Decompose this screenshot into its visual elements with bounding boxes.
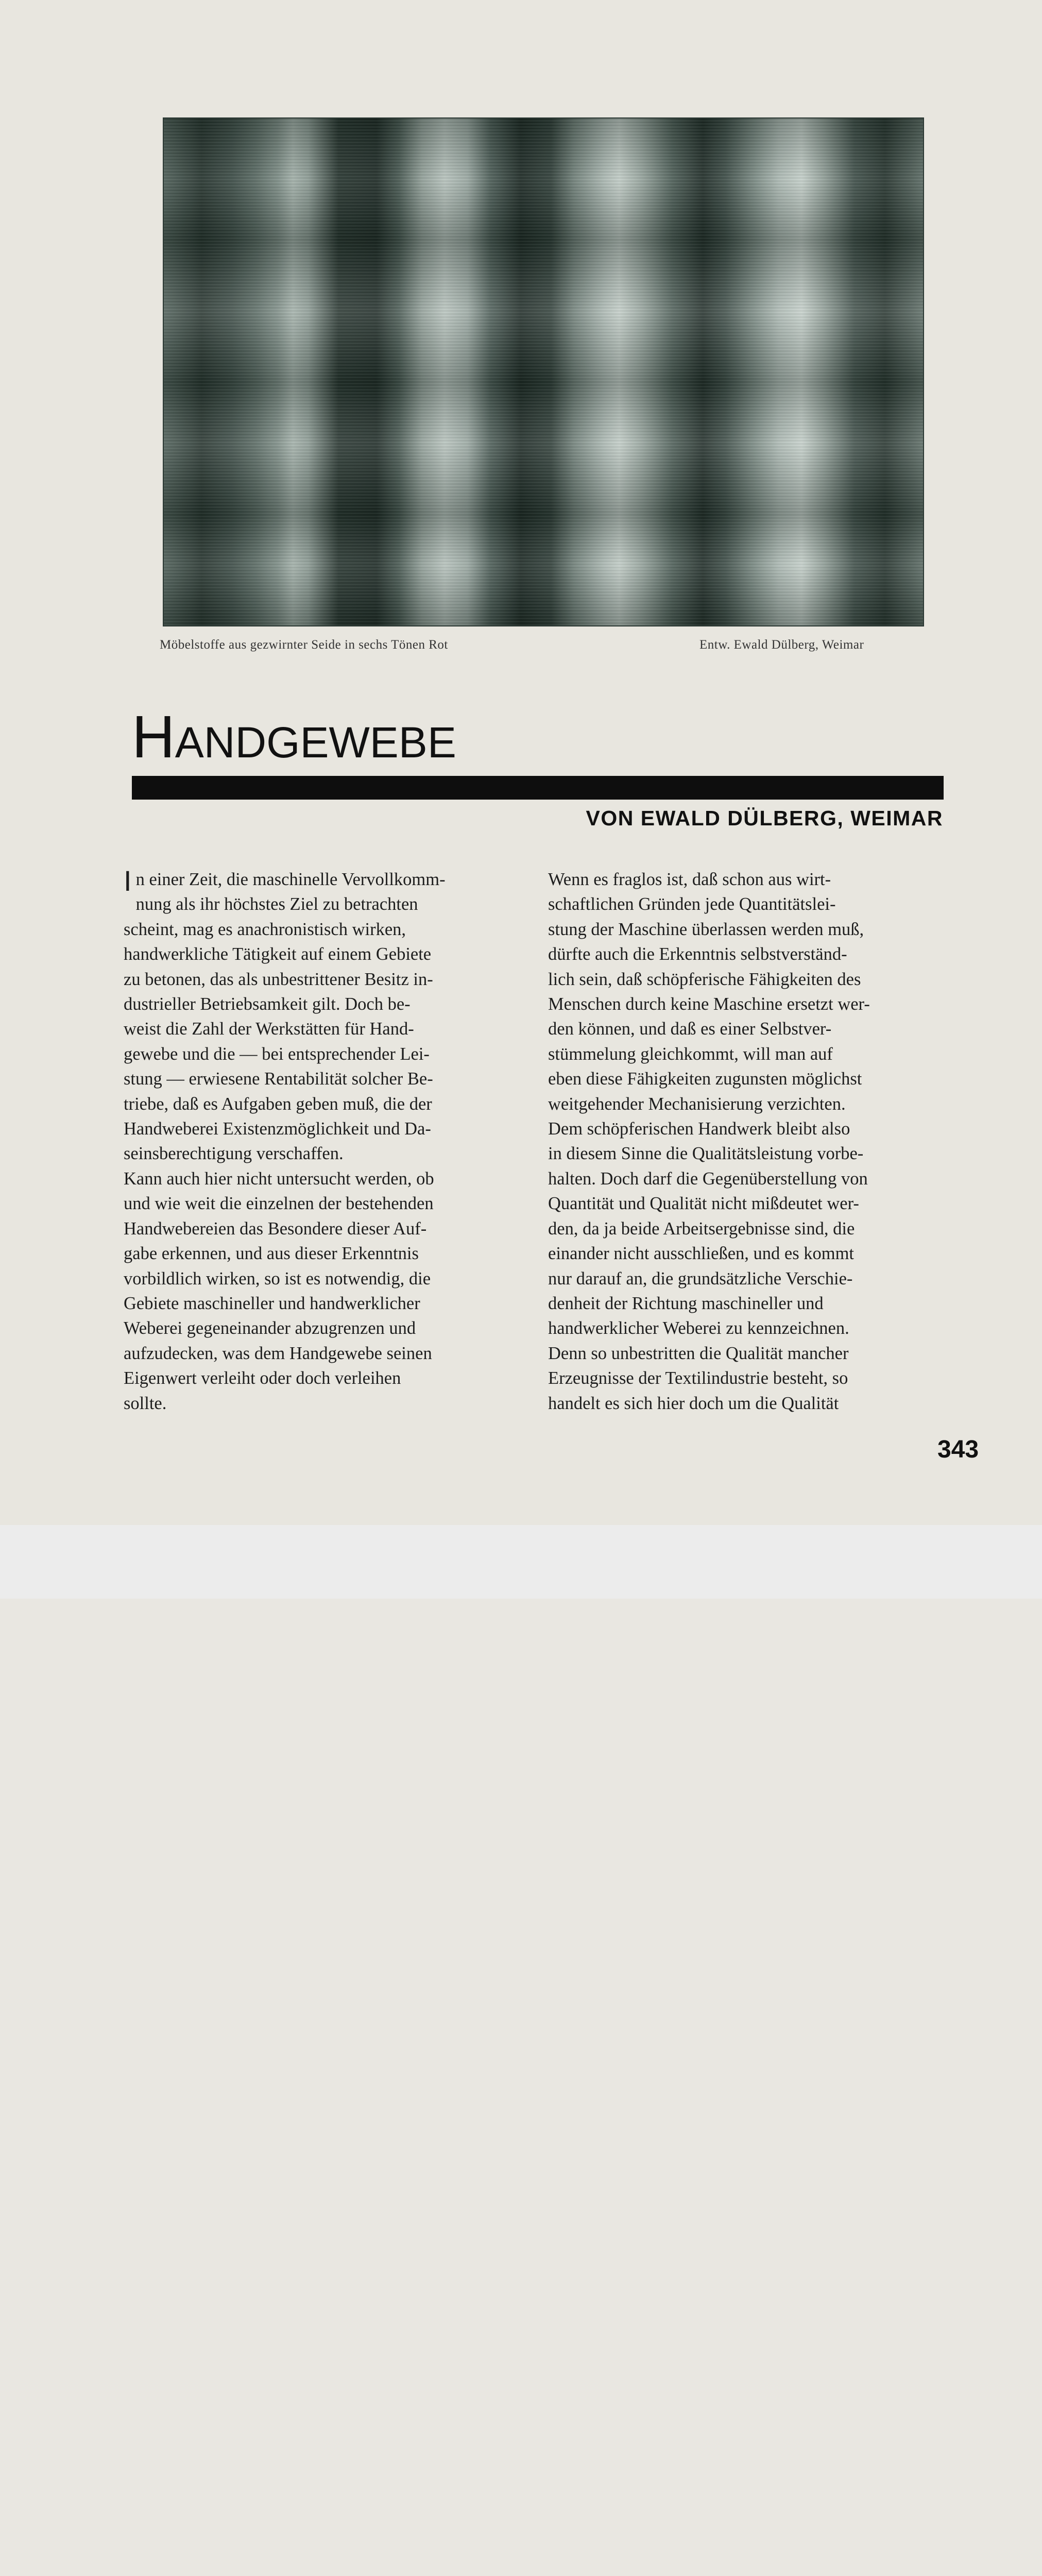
text-line: den können, und daß es einer Selbstver- [548,1019,832,1039]
text-line: stung der Maschine überlassen werden muß, [548,919,864,939]
text-line: gewebe und die — bei entsprechender Lei- [124,1044,430,1064]
drop-cap: I [124,865,132,897]
text-line: scheint, mag es anachronistisch wirken, [124,919,406,939]
byline: VON EWALD DÜLBERG, WEIMAR [586,806,943,830]
figure-caption: Möbelstoffe aus gezwirnter Seide in sechs Tönen Rot [160,638,448,652]
text-line: nung als ihr höchstes Ziel zu betrachten [135,894,418,914]
text-line: Quantität und Qualität nicht mißdeutet wer- [548,1194,859,1214]
text-line: sollte. [124,1393,167,1413]
text-line: und wie weit die einzelnen der bestehenden [124,1194,434,1214]
title-initial: H [132,703,175,770]
text-line: zu betonen, das als unbestrittener Besitz in- [124,969,433,989]
text-line: schaftlichen Gründen jede Quantitätslei- [548,894,836,914]
article-title [132,703,456,770]
text-line: aufzudecken, was dem Handgewebe seinen [124,1343,432,1363]
text-line: Gebiete maschineller und handwerklicher [124,1293,420,1313]
left-column [124,867,523,1416]
text-line: in diesem Sinne die Qualitätsleistung vorbe- [548,1144,864,1164]
text-line: halten. Doch darf die Gegenüberstellung von [548,1168,868,1189]
text-line: Weberei gegeneinander abzugrenzen und [124,1318,416,1338]
text-line: handwerklicher Weberei zu kennzeichnen. [548,1318,849,1338]
page-number: 343 [937,1436,979,1463]
text-line: weist die Zahl der Werkstätten für Hand- [124,1019,414,1039]
text-line: eben diese Fähigkeiten zugunsten möglichst [548,1069,862,1089]
text-line: weitgehender Mechanisierung verzichten. [548,1094,846,1114]
text-line: Denn so unbestritten die Qualität mancher [548,1343,849,1363]
text-line: Erzeugnisse der Textilindustrie besteht, so [548,1368,848,1388]
text-line: vorbildlich wirken, so ist es notwendig, die [124,1268,431,1289]
text-line: stung — erwiesene Rentabilität solcher Be- [124,1069,433,1089]
text-line: denheit der Richtung maschineller und [548,1293,824,1313]
text-line: stümmelung gleichkommt, will man auf [548,1044,833,1064]
text-line: dürfte auch die Erkenntnis selbstverständ- [548,944,847,964]
text-line: n einer Zeit, die maschinelle Vervollkomm- [135,870,446,889]
fabric-photo [163,117,924,626]
text-line: Dem schöpferischen Handwerk bleibt also [548,1119,850,1139]
text-line: nur darauf an, die grundsätzliche Verschie- [548,1268,853,1289]
text-line: Handweberei Existenzmöglichkeit und Da- [124,1119,431,1139]
text-line: gabe erkennen, und aus dieser Erkenntnis [124,1244,419,1264]
title-rule [132,776,944,800]
text-line: handelt es sich hier doch um die Qualität [548,1393,839,1413]
viewer-footer [0,1525,1042,1599]
text-line: Wenn es fraglos ist, daß schon aus wirt- [548,870,831,889]
text-line: handwerkliche Tätigkeit auf einem Gebiete [124,944,432,964]
text-line: triebe, daß es Aufgaben geben muß, die der [124,1094,432,1114]
text-line: seinsberechtigung verschaffen. [124,1144,344,1164]
figure-credit: Entw. Ewald Dülberg, Weimar [699,638,864,652]
text-line: Kann auch hier nicht untersucht werden, ob [124,1168,434,1189]
text-line: lich sein, daß schöpferische Fähigkeiten des [548,969,861,989]
text-line: einander nicht ausschließen, und es kommt [548,1244,855,1264]
text-line: Handwebereien das Besondere dieser Auf- [124,1218,427,1239]
text-line: den, da ja beide Arbeitsergebnisse sind, die [548,1218,855,1239]
text-line: Eigenwert verleiht oder doch verleihen [124,1368,401,1388]
text-line: dustrieller Betriebsamkeit gilt. Doch be- [124,994,411,1014]
text-line: Menschen durch keine Maschine ersetzt wer- [548,994,870,1014]
right-column [548,867,943,1416]
title-rest: ANDGEWEBE [175,718,456,767]
